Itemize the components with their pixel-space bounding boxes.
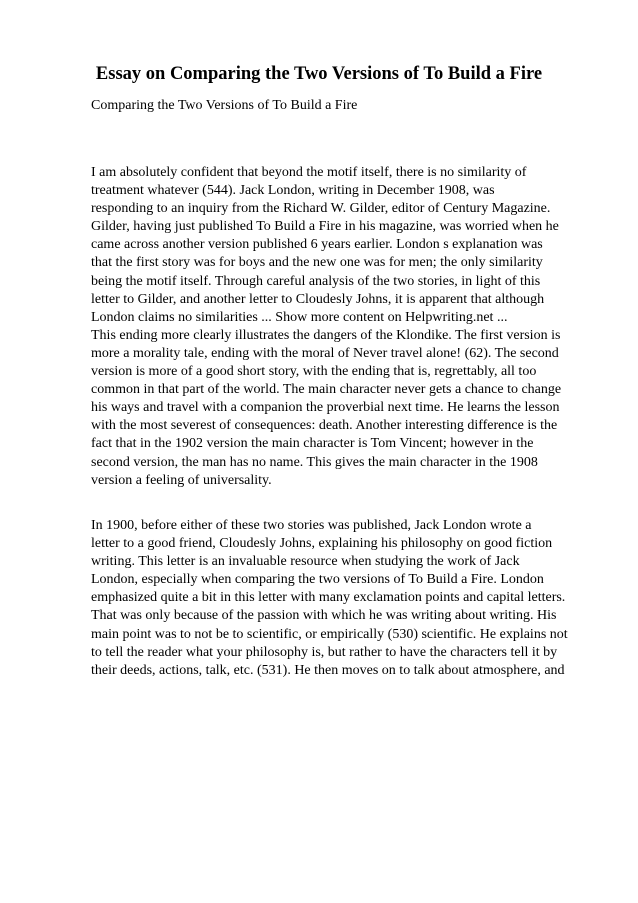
document-title: Essay on Comparing the Two Versions of To Build a Fire — [95, 64, 543, 84]
text-line: being the motif itself. Through careful analysis of the two stories, in light of this — [91, 273, 541, 289]
text-line: In 1900, before either of these two stories was published, Jack London wrote a — [91, 518, 532, 533]
text-line: I am absolutely confident that beyond the motif itself, there is no similarity of — [91, 165, 527, 180]
text-line: version a feeling of universality. — [91, 472, 272, 488]
document-subtitle: Comparing the Two Versions of To Build a Fire — [91, 98, 358, 113]
text-line: letter to Gilder, and another letter to Cloudesly Johns, it is apparent that although — [91, 291, 545, 307]
text-line: main point was to not be to scientific, or empirically (530) scientific. He explains not — [91, 626, 568, 642]
text-line: writing. This letter is an invaluable resource when studying the work of Jack — [91, 554, 520, 570]
text-line: Gilder, having just published To Build a Fire in his magazine, was worried when he — [91, 219, 559, 235]
text-line: to tell the reader what your philosophy is, but rather to have the characters tell it by — [91, 644, 558, 660]
text-line: fact that in the 1902 version the main character is Tom Vincent; however in the — [91, 436, 534, 452]
text-line: London claims no similarities ... Show more content on Helpwriting.net ... — [91, 309, 508, 325]
text-line: came across another version published 6 years earlier. London s explanation was — [91, 237, 543, 253]
text-line: treatment whatever (544). Jack London, writing in December 1908, was — [91, 183, 495, 199]
text-line: with the most severest of consequences: death. Another interesting difference is the — [91, 418, 558, 434]
text-line: their deeds, actions, talk, etc. (531). He then moves on to talk about atmosphere, and — [91, 662, 565, 678]
text-line: version is more of a good short story, with the ending that is, regrettably, all too — [91, 364, 537, 380]
text-line: second version, the man has no name. This gives the main character in the 1908 — [91, 454, 538, 470]
text-line: more a morality tale, ending with the moral of Never travel alone! (62). The second — [91, 345, 559, 361]
text-line: his ways and travel with a companion the proverbial next time. He learns the lesson — [91, 400, 560, 416]
paragraph-2 — [91, 517, 591, 680]
text-line: responding to an inquiry from the Richard W. Gilder, editor of Century Magazine. — [91, 201, 551, 217]
text-line: common in that part of the world. The main character never gets a chance to change — [91, 382, 562, 398]
text-line: letter to a good friend, Cloudesly Johns, explaining his philosophy on good fiction — [91, 536, 553, 552]
text-line: emphasized quite a bit in this letter with many exclamation points and capital letters. — [91, 590, 566, 606]
text-line: That was only because of the passion with which he was writing about writing. His — [91, 608, 557, 624]
text-line: that the first story was for boys and the new one was for men; the only similarity — [91, 255, 543, 271]
text-line: This ending more clearly illustrates the dangers of the Klondike. The first version is — [91, 327, 561, 343]
text-line: London, especially when comparing the two versions of To Build a Fire. London — [91, 572, 544, 588]
paragraph-1 — [91, 164, 591, 490]
